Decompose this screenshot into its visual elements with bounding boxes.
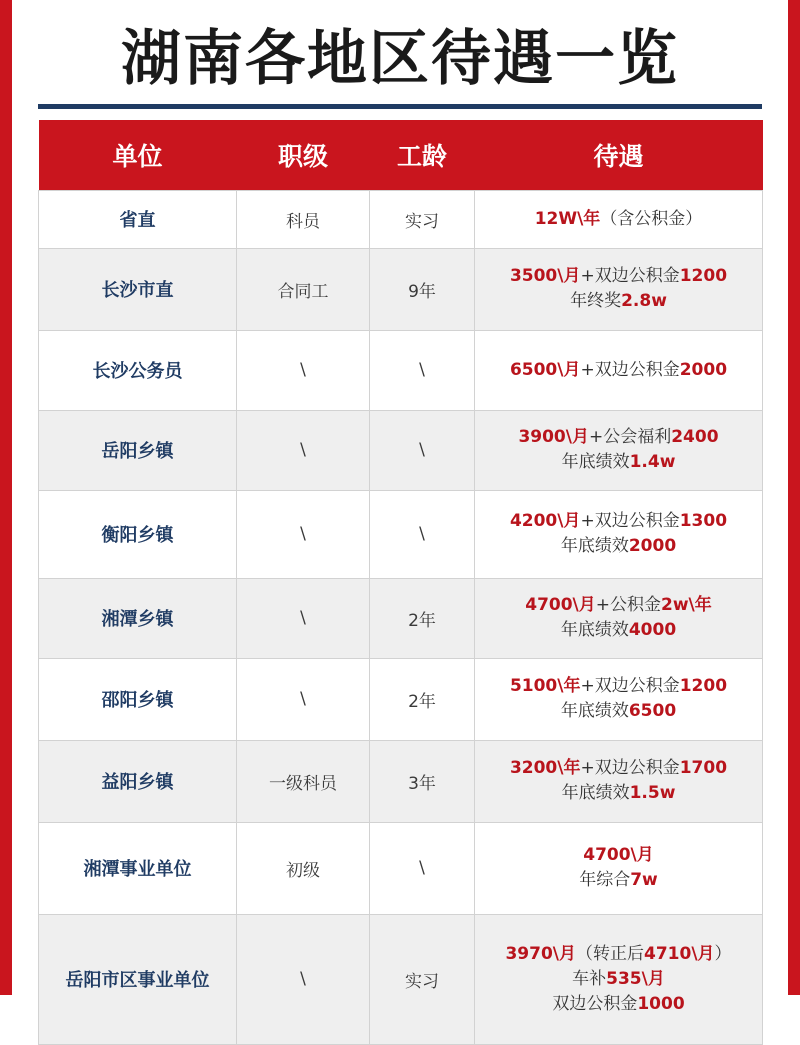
pay-line xyxy=(475,593,762,618)
cell-pay xyxy=(475,410,763,490)
pay-line xyxy=(475,264,762,289)
cell-unit: 湘潭事业单位 xyxy=(39,822,237,914)
cell-rank: 合同工 xyxy=(237,248,370,330)
pay-line xyxy=(475,942,762,967)
cell-seniority: 3年 xyxy=(370,740,475,822)
header-pay: 待遇 xyxy=(475,120,763,190)
table-row xyxy=(39,578,763,658)
pay-text: +双边公积金 xyxy=(580,359,680,380)
pay-line xyxy=(475,534,762,559)
table-row xyxy=(39,248,763,330)
pay-amount: 2w\年 xyxy=(661,595,712,615)
pay-line xyxy=(475,207,762,232)
pay-amount: 7w xyxy=(630,870,658,890)
pay-amount: 1.4w xyxy=(629,452,676,472)
right-red-border xyxy=(788,0,800,995)
cell-unit: 湘潭乡镇 xyxy=(39,578,237,658)
pay-text: （转正后 xyxy=(576,943,644,964)
cell-seniority: \ xyxy=(370,330,475,410)
pay-text: +公积金 xyxy=(595,595,662,615)
cell-pay xyxy=(475,658,763,740)
pay-amount: 3970\月 xyxy=(505,943,576,964)
table-row xyxy=(39,658,763,740)
pay-text: 年底绩效 xyxy=(560,536,629,556)
cell-seniority: \ xyxy=(370,410,475,490)
table-row xyxy=(39,822,763,914)
header-unit: 单位 xyxy=(39,120,237,190)
pay-amount: 6500 xyxy=(628,701,677,721)
table-row xyxy=(39,410,763,490)
cell-rank: 科员 xyxy=(237,190,370,248)
cell-rank: \ xyxy=(237,410,370,490)
cell-pay xyxy=(475,330,763,410)
cell-seniority: 2年 xyxy=(370,578,475,658)
pay-text: 年终奖 xyxy=(570,291,622,311)
cell-rank: 一级科员 xyxy=(237,740,370,822)
pay-text: 年底绩效 xyxy=(561,783,630,803)
pay-line xyxy=(475,868,762,893)
cell-unit: 岳阳乡镇 xyxy=(39,410,237,490)
cell-pay xyxy=(475,248,763,330)
pay-amount: 5100\年 xyxy=(509,676,581,696)
pay-amount: 3900\月 xyxy=(518,427,589,447)
pay-amount: 2000 xyxy=(628,536,677,556)
cell-unit: 益阳乡镇 xyxy=(39,740,237,822)
pay-line xyxy=(475,843,762,868)
pay-text: ） xyxy=(714,943,732,964)
pay-line xyxy=(475,358,762,383)
pay-amount: 4200\月 xyxy=(509,511,581,531)
cell-pay xyxy=(475,740,763,822)
pay-line xyxy=(475,992,762,1017)
pay-text: +公会福利 xyxy=(588,427,672,447)
pay-amount: 1200 xyxy=(679,676,728,696)
table-row xyxy=(39,740,763,822)
header-seniority: 工龄 xyxy=(370,120,475,190)
pay-line xyxy=(475,618,762,643)
page-title: 湖南各地区待遇一览 xyxy=(121,24,679,94)
pay-amount: 4000 xyxy=(628,620,677,640)
cell-pay xyxy=(475,578,763,658)
table-row xyxy=(39,330,763,410)
pay-amount: 2400 xyxy=(671,427,719,447)
salary-table xyxy=(38,120,763,1045)
pay-text: 年综合 xyxy=(579,870,631,890)
cell-unit: 邵阳乡镇 xyxy=(39,658,237,740)
cell-pay xyxy=(475,822,763,914)
pay-amount: 3200\年 xyxy=(509,758,581,778)
pay-line xyxy=(475,699,762,724)
pay-line xyxy=(475,781,762,806)
pay-amount: 1200 xyxy=(679,266,728,286)
pay-text: 年底绩效 xyxy=(561,452,630,472)
table-header-row xyxy=(39,120,763,190)
pay-amount: 535\月 xyxy=(606,968,665,989)
pay-text: 年底绩效 xyxy=(560,620,629,640)
cell-seniority: 9年 xyxy=(370,248,475,330)
cell-pay xyxy=(475,914,763,1044)
pay-amount: 6500\月 xyxy=(509,359,581,380)
table-row xyxy=(39,490,763,578)
cell-unit: 长沙公务员 xyxy=(39,330,237,410)
header-rank: 职级 xyxy=(237,120,370,190)
pay-amount: 2000 xyxy=(679,359,728,380)
pay-text: +双边公积金 xyxy=(580,676,680,696)
pay-line xyxy=(475,756,762,781)
pay-line xyxy=(475,509,762,534)
table-row xyxy=(39,914,763,1044)
pay-text: 双边公积金 xyxy=(552,993,638,1014)
pay-amount: 4700\月 xyxy=(583,845,654,865)
pay-text: 年底绩效 xyxy=(560,701,629,721)
cell-rank: \ xyxy=(237,578,370,658)
pay-line xyxy=(475,674,762,699)
pay-line xyxy=(475,450,762,475)
pay-text: +双边公积金 xyxy=(580,758,680,778)
left-red-border xyxy=(0,0,12,995)
salary-table-container xyxy=(38,120,762,1014)
pay-line xyxy=(475,425,762,450)
cell-seniority: 实习 xyxy=(370,914,475,1044)
pay-text: +双边公积金 xyxy=(580,266,680,286)
pay-amount: 4700\月 xyxy=(525,595,596,615)
cell-unit: 衡阳乡镇 xyxy=(39,490,237,578)
pay-amount: 12W\年 xyxy=(534,208,601,229)
pay-amount: 3500\月 xyxy=(509,266,581,286)
cell-seniority: 实习 xyxy=(370,190,475,248)
pay-line xyxy=(475,967,762,992)
pay-text: +双边公积金 xyxy=(580,511,680,531)
title-divider xyxy=(38,104,762,109)
cell-unit: 岳阳市区事业单位 xyxy=(39,914,237,1044)
pay-amount: 2.8w xyxy=(621,291,667,311)
table-row xyxy=(39,190,763,248)
pay-amount: 4710\月 xyxy=(644,943,715,964)
cell-rank: \ xyxy=(237,490,370,578)
cell-rank: \ xyxy=(237,330,370,410)
pay-amount: 1.5w xyxy=(629,783,676,803)
cell-rank: \ xyxy=(237,658,370,740)
pay-amount: 1000 xyxy=(637,993,685,1014)
cell-seniority: \ xyxy=(370,490,475,578)
cell-unit: 长沙市直 xyxy=(39,248,237,330)
pay-text: 车补 xyxy=(572,968,607,989)
table-body xyxy=(39,190,763,1044)
cell-pay xyxy=(475,490,763,578)
pay-amount: 1300 xyxy=(679,511,728,531)
pay-amount: 1700 xyxy=(679,758,728,778)
cell-rank: 初级 xyxy=(237,822,370,914)
cell-pay xyxy=(475,190,763,248)
pay-text: （含公积金） xyxy=(600,208,703,229)
pay-line xyxy=(475,289,762,314)
cell-seniority: \ xyxy=(370,822,475,914)
cell-rank: \ xyxy=(237,914,370,1044)
cell-seniority: 2年 xyxy=(370,658,475,740)
cell-unit: 省直 xyxy=(39,190,237,248)
